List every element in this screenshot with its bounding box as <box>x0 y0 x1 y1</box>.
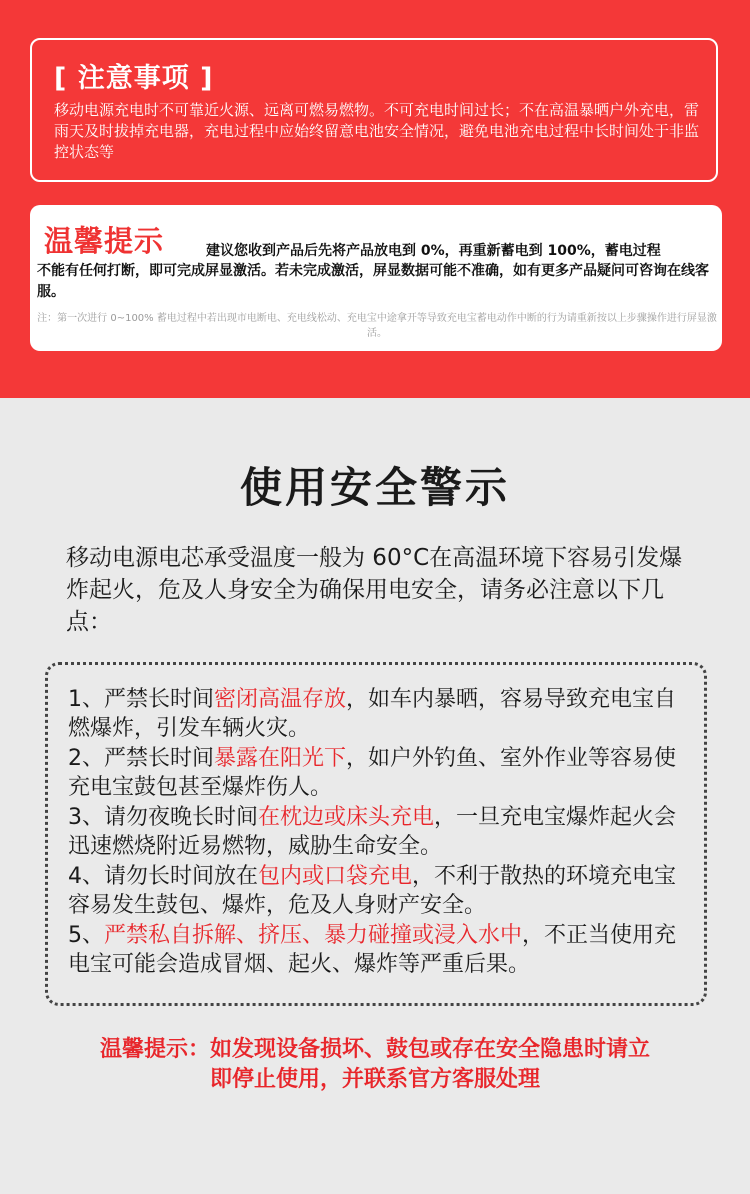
rule-item <box>68 803 688 861</box>
rule-highlight: 包内或口袋充电 <box>258 864 413 889</box>
rule-text: ，一旦充电宝爆炸起火会迅速燃烧附近易燃物，威胁生命安全。 <box>68 805 677 859</box>
tip-footnote: 注：第一次进行 0~100% 蓄电过程中若出现市电断电、充电线松动、充电宝中途拿开等导致充电宝蓄电动作中断的行为请重新按以上步骤操作进行屏显激活。 <box>37 313 717 339</box>
tip-title: 温馨提示 <box>44 224 165 258</box>
tip-text-line1: 建议您收到产品后先将产品放电到 0%，再重新蓄电到 100%，蓄电过程 <box>206 243 661 259</box>
rule-highlight: 严禁私自拆解、挤压、暴力碰撞或浸入水中 <box>104 923 523 948</box>
rule-text: 3、请勿夜晚长时间 <box>68 805 258 830</box>
rule-text: ，如户外钓鱼、室外作业等容易使充电宝鼓包甚至爆炸伤人。 <box>68 746 677 800</box>
rule-highlight: 密闭高温存放 <box>214 687 347 712</box>
tip-text-rest: 不能有任何打断，即可完成屏显激活。若未完成激活，屏显数据可能不准确，如有更多产品疑问可咨询在线客服。 <box>37 263 709 300</box>
rule-item <box>68 921 688 979</box>
warning-title: 使用安全警示 <box>239 463 510 512</box>
rule-item <box>68 685 688 743</box>
rule-highlight: 在枕边或床头充电 <box>258 805 435 830</box>
rule-text: ，如车内暴晒，容易导致充电宝自燃爆炸，引发车辆火灾。 <box>68 687 677 741</box>
rule-text: 1、严禁长时间 <box>68 687 214 712</box>
rule-item <box>68 862 688 920</box>
notice-title: [ 注意事项 ] <box>54 63 214 94</box>
rule-text: ，不利于散热的环境充电宝容易发生鼓包、爆炸，危及人身财产安全。 <box>68 864 677 918</box>
warm-tip <box>0 1035 750 1095</box>
notice-box <box>30 38 718 182</box>
rule-highlight: 暴露在阳光下 <box>214 746 347 771</box>
warm-tip-line2: 即停止使用，并联系官方客服处理 <box>209 1067 540 1092</box>
warning-intro: 移动电源电芯承受温度一般为 60°C在高温环境下容易引发爆炸起火，危及人身安全为确保用电安全，请务必注意以下几点： <box>66 545 683 635</box>
rule-text: 5、 <box>68 923 104 948</box>
warm-tip-line1: 温馨提示：如发现设备损坏、鼓包或存在安全隐患时请立 <box>99 1037 650 1062</box>
tip-card <box>30 205 722 351</box>
rule-text: 2、严禁长时间 <box>68 746 214 771</box>
rule-text: ，不正当使用充电宝可能会造成冒烟、起火、爆炸等严重后果。 <box>68 923 677 977</box>
notice-body: 移动电源充电时不可靠近火源、远离可燃易燃物。不可充电时间过长；不在高温暴晒户外充电，雷雨天及时拔掉充电器，充电过程中应始终留意电池安全情况，避免电池充电过程中长时间处于非监控状态等 <box>54 101 700 161</box>
rules-box <box>45 662 707 1006</box>
rule-item <box>68 744 688 802</box>
rule-text: 4、请勿长时间放在 <box>68 864 258 889</box>
notice-section <box>0 0 750 398</box>
